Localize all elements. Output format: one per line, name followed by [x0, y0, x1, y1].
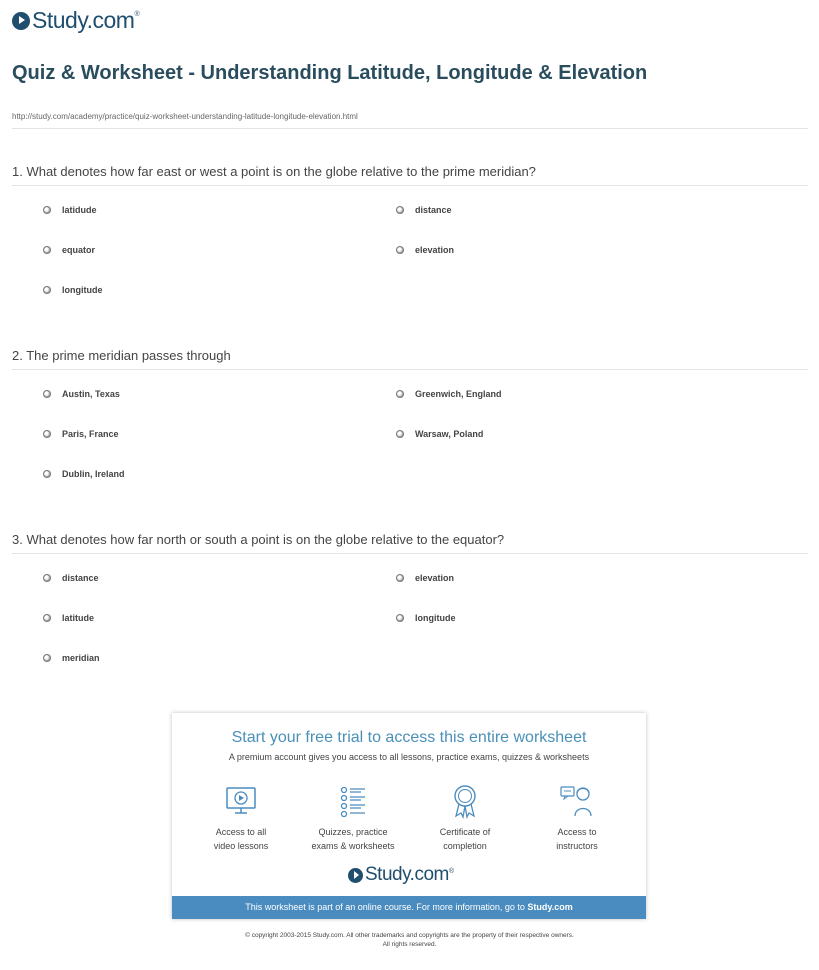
promo-title[interactable]: Start your free trial to access this entire worksheet: [231, 729, 587, 746]
feature-label: Access to all: [215, 827, 267, 837]
page-title: Quiz & Worksheet - Understanding Latitude, Longitude & Elevation: [12, 62, 648, 84]
radio-button[interactable]: [43, 246, 51, 254]
copyright-line: All rights reserved.: [382, 941, 437, 948]
option-label: meridian: [62, 653, 100, 663]
q1-option-d[interactable]: [396, 245, 454, 255]
logo-text: Study.com: [365, 864, 449, 885]
option-label: distance: [62, 573, 99, 583]
option-label: longitude: [415, 613, 456, 623]
quiz-list-icon: [335, 783, 371, 819]
q3-option-b[interactable]: [396, 573, 454, 583]
radio-button[interactable]: [396, 246, 404, 254]
option-label: equator: [62, 245, 96, 255]
radio-button[interactable]: [396, 206, 404, 214]
q1-option-e[interactable]: [43, 285, 103, 295]
play-circle-icon: [12, 12, 30, 30]
q2-option-d[interactable]: [396, 429, 483, 439]
q3-option-a[interactable]: [43, 573, 99, 583]
radio-button[interactable]: [43, 614, 51, 622]
radio-button[interactable]: [43, 286, 51, 294]
q1-option-a[interactable]: [43, 205, 97, 215]
play-circle-icon: [348, 868, 363, 883]
logo-text: Study.com: [32, 7, 135, 33]
study-logo[interactable]: [12, 7, 140, 34]
radio-button[interactable]: [43, 574, 51, 582]
q3-option-d[interactable]: [396, 613, 456, 623]
divider: [12, 128, 808, 129]
option-label: longitude: [62, 285, 103, 295]
option-label: Warsaw, Poland: [415, 429, 484, 439]
feature-label: Access to: [557, 827, 597, 837]
feature-label: Quizzes, practice: [318, 827, 388, 837]
feature-label: completion: [443, 841, 487, 851]
feature-label: Certificate of: [439, 827, 491, 837]
q2-option-b[interactable]: [396, 389, 502, 399]
question-3: 3. What denotes how far north or south a point is on the globe relative to the equator?: [12, 532, 505, 547]
study-logo[interactable]: [348, 864, 454, 886]
study-link[interactable]: Study.com: [527, 902, 573, 912]
feature-label: video lessons: [213, 841, 269, 851]
feature-quizzes: [298, 783, 408, 853]
option-label: Dublin, Ireland: [62, 469, 125, 479]
feature-instructors: [522, 783, 632, 853]
radio-button[interactable]: [396, 390, 404, 398]
radio-button[interactable]: [43, 430, 51, 438]
feature-certificate: [410, 783, 520, 853]
q3-option-c[interactable]: [43, 613, 94, 623]
divider: [12, 369, 808, 370]
course-info-bar: [172, 896, 646, 919]
q2-option-e[interactable]: [43, 469, 125, 479]
radio-button[interactable]: [43, 206, 51, 214]
bar-text: This worksheet is part of an online course. For more information, go to: [245, 902, 528, 912]
feature-label: instructors: [556, 841, 598, 851]
copyright: [0, 931, 819, 949]
option-label: Greenwich, England: [415, 389, 502, 399]
q1-option-c[interactable]: [43, 245, 95, 255]
promo-subtitle: A premium account gives you access to all lessons, practice exams, quizzes & worksheets: [228, 752, 590, 762]
logo-trademark: ®: [448, 868, 455, 875]
radio-button[interactable]: [396, 574, 404, 582]
option-label: distance: [415, 205, 452, 215]
q1-option-b[interactable]: [396, 205, 452, 215]
option-label: latitude: [62, 613, 95, 623]
q3-option-e[interactable]: [43, 653, 100, 663]
divider: [12, 185, 808, 186]
logo-trademark: ®: [134, 11, 140, 18]
question-1: 1. What denotes how far east or west a point is on the globe relative to the prime meridian?: [12, 164, 536, 179]
option-label: elevation: [415, 573, 455, 583]
q2-option-a[interactable]: [43, 389, 120, 399]
option-label: Paris, France: [62, 429, 119, 439]
page-url: http://study.com/academy/practice/quiz-worksheet-understanding-latitude-longitude-elevation.html: [12, 112, 358, 121]
radio-button[interactable]: [43, 390, 51, 398]
option-label: elevation: [415, 245, 455, 255]
feature-label: exams & worksheets: [311, 841, 395, 851]
certificate-icon: [447, 783, 483, 819]
radio-button[interactable]: [43, 470, 51, 478]
q2-option-c[interactable]: [43, 429, 119, 439]
option-label: Austin, Texas: [62, 389, 120, 399]
radio-button[interactable]: [43, 654, 51, 662]
divider: [12, 553, 808, 554]
question-2: 2. The prime meridian passes through: [12, 348, 231, 363]
video-lesson-icon: [223, 783, 259, 819]
radio-button[interactable]: [396, 614, 404, 622]
feature-video-lessons: [186, 783, 296, 853]
copyright-line: © copyright 2003-2015 Study.com. All other trademarks and copyrights are the property of their respective owners.: [245, 932, 574, 939]
radio-button[interactable]: [396, 430, 404, 438]
option-label: latidude: [62, 205, 97, 215]
premium-promo-card: [172, 713, 646, 919]
instructor-icon: [559, 783, 595, 819]
